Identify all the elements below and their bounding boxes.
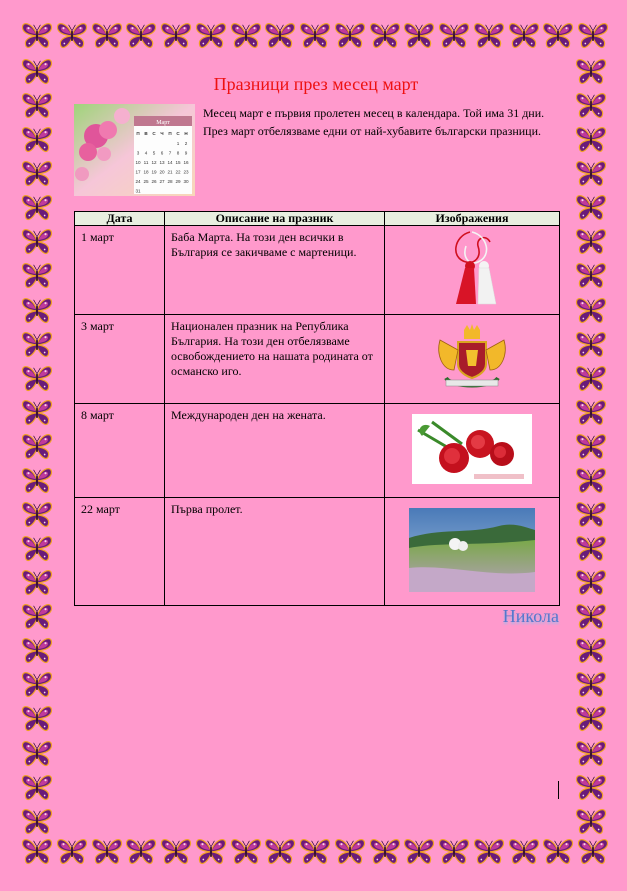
butterfly-icon	[541, 836, 575, 866]
row-date: 3 март	[75, 315, 165, 404]
butterfly-icon	[574, 465, 608, 495]
calendar-day: 15	[175, 160, 181, 165]
butterfly-icon	[194, 20, 228, 50]
butterfly-icon	[574, 226, 608, 256]
spring-landscape-image	[385, 498, 560, 606]
butterfly-icon	[20, 601, 54, 631]
butterfly-icon	[20, 192, 54, 222]
calendar-day: 9	[184, 150, 188, 156]
butterfly-icon	[574, 772, 608, 802]
butterfly-icon	[20, 431, 54, 461]
coat-of-arms-image	[385, 315, 560, 404]
butterfly-icon	[368, 836, 402, 866]
butterfly-icon	[574, 635, 608, 665]
calendar-day: 26	[151, 179, 157, 184]
butterfly-icon	[20, 772, 54, 802]
calendar-weekday: Н	[184, 131, 188, 136]
butterfly-icon	[194, 836, 228, 866]
row-date: 22 март	[75, 498, 165, 606]
butterfly-icon	[541, 20, 575, 50]
calendar-day: 5	[152, 150, 156, 156]
calendar-day: 14	[167, 160, 173, 165]
row-description: Национален празник на Република България. На този ден отбелязваме освобождението на нашата родината от османско иго.	[165, 315, 385, 404]
calendar-weekday: П	[168, 131, 172, 136]
butterfly-icon	[20, 20, 54, 50]
butterfly-icon	[574, 124, 608, 154]
calendar-day: 27	[159, 179, 165, 184]
butterfly-icon	[20, 124, 54, 154]
butterfly-icon	[20, 90, 54, 120]
table-row	[75, 315, 560, 404]
butterfly-icon	[90, 836, 124, 866]
butterfly-icon	[20, 295, 54, 325]
butterfly-icon	[472, 836, 506, 866]
calendar-day: 4	[144, 150, 148, 156]
butterfly-icon	[20, 567, 54, 597]
table-row	[75, 226, 560, 315]
calendar-day: 31	[135, 188, 141, 194]
calendar-day: 17	[135, 169, 141, 175]
butterfly-icon	[124, 20, 158, 50]
calendar-day: 29	[175, 179, 181, 184]
calendar-day: 18	[143, 169, 149, 175]
calendar-day: 3	[136, 150, 140, 156]
butterfly-icon	[333, 20, 367, 50]
butterfly-icon	[576, 20, 610, 50]
calendar-day: 6	[160, 150, 164, 156]
calendar-weekday: П	[136, 131, 140, 136]
butterfly-icon	[159, 836, 193, 866]
row-description: Международен ден на жената.	[165, 404, 385, 498]
calendar-day: 11	[143, 160, 149, 165]
calendar-day: 8	[176, 150, 180, 156]
butterfly-icon	[574, 329, 608, 359]
butterfly-icon	[20, 397, 54, 427]
butterfly-icon	[574, 158, 608, 188]
butterfly-icon	[472, 20, 506, 50]
butterfly-icon	[20, 703, 54, 733]
calendar-day: 16	[183, 160, 189, 165]
butterfly-icon	[55, 836, 89, 866]
page-title: Празници през месец март	[213, 74, 419, 94]
row-date: 1 март	[75, 226, 165, 315]
butterfly-icon	[20, 738, 54, 768]
butterfly-icon	[402, 836, 436, 866]
butterfly-icon	[20, 533, 54, 563]
butterfly-border-top	[20, 20, 610, 56]
calendar-day: 13	[159, 160, 165, 165]
butterfly-icon	[574, 56, 608, 86]
butterfly-border-bottom	[20, 836, 610, 872]
red-roses-image	[385, 404, 560, 498]
table-header-row	[75, 212, 560, 226]
butterfly-icon	[437, 836, 471, 866]
butterfly-icon	[574, 703, 608, 733]
martenitsa-image	[385, 226, 560, 315]
row-description: Баба Марта. На този ден всички в България се закичваме с мартеници.	[165, 226, 385, 315]
butterfly-icon	[20, 56, 54, 86]
butterfly-icon	[20, 329, 54, 359]
butterfly-icon	[229, 20, 263, 50]
butterfly-icon	[124, 836, 158, 866]
calendar-weekday: С	[176, 131, 180, 136]
butterfly-icon	[159, 20, 193, 50]
header-description: Описание на празник	[165, 212, 385, 226]
header-date: Дата	[75, 212, 165, 226]
butterfly-icon	[263, 836, 297, 866]
calendar-day: 1	[176, 141, 180, 146]
calendar-weekday: Ч	[160, 131, 164, 136]
header-images: Изображения	[385, 212, 560, 226]
butterfly-icon	[298, 20, 332, 50]
butterfly-icon	[574, 499, 608, 529]
butterfly-icon	[55, 20, 89, 50]
butterfly-icon	[507, 836, 541, 866]
butterfly-icon	[574, 295, 608, 325]
butterfly-icon	[574, 669, 608, 699]
butterfly-border-left	[20, 56, 56, 836]
calendar-day: 24	[135, 179, 141, 184]
calendar-day: 30	[183, 179, 189, 184]
table-row	[75, 498, 560, 606]
butterfly-icon	[576, 836, 610, 866]
butterfly-icon	[437, 20, 471, 50]
calendar-day: 12	[151, 160, 157, 165]
holidays-table	[74, 211, 560, 606]
butterfly-icon	[90, 20, 124, 50]
butterfly-icon	[574, 260, 608, 290]
calendar-day: 20	[159, 169, 165, 175]
calendar-day: 25	[143, 179, 149, 184]
butterfly-icon	[574, 431, 608, 461]
butterfly-icon	[20, 158, 54, 188]
butterfly-icon	[20, 363, 54, 393]
butterfly-icon	[574, 397, 608, 427]
calendar-day: 23	[183, 169, 189, 175]
butterfly-icon	[20, 806, 54, 836]
calendar-month-label: Март	[156, 120, 170, 126]
text-cursor	[558, 781, 559, 799]
butterfly-icon	[402, 20, 436, 50]
intro-paragraph: Месец март е първия пролетен месец в календара. Той има 31 дни. През март отбелязваме едни от най-хубавите български празници.	[203, 106, 545, 138]
butterfly-icon	[20, 499, 54, 529]
calendar-day: 19	[151, 169, 157, 175]
butterfly-icon	[368, 20, 402, 50]
butterfly-icon	[574, 90, 608, 120]
butterfly-icon	[574, 601, 608, 631]
calendar-blossom-image	[74, 104, 195, 196]
calendar-weekday: С	[152, 131, 156, 136]
row-description: Първа пролет.	[165, 498, 385, 606]
butterfly-icon	[20, 836, 54, 866]
butterfly-icon	[574, 363, 608, 393]
author-signature: Никола	[502, 606, 559, 626]
calendar-day: 7	[168, 150, 172, 156]
butterfly-icon	[574, 806, 608, 836]
row-date: 8 март	[75, 404, 165, 498]
table-row	[75, 404, 560, 498]
calendar-day: 22	[175, 169, 181, 175]
calendar-weekday: В	[144, 131, 148, 136]
calendar-day: 2	[184, 141, 188, 146]
butterfly-icon	[298, 836, 332, 866]
butterfly-icon	[574, 533, 608, 563]
calendar-day: 28	[167, 179, 173, 184]
butterfly-icon	[263, 20, 297, 50]
butterfly-icon	[20, 260, 54, 290]
butterfly-icon	[574, 192, 608, 222]
butterfly-icon	[507, 20, 541, 50]
butterfly-icon	[20, 635, 54, 665]
butterfly-icon	[333, 836, 367, 866]
butterfly-icon	[574, 738, 608, 768]
butterfly-icon	[20, 669, 54, 699]
calendar-day: 10	[135, 160, 141, 165]
calendar-day: 21	[167, 169, 173, 175]
butterfly-border-right	[574, 56, 610, 836]
butterfly-icon	[20, 226, 54, 256]
butterfly-icon	[20, 465, 54, 495]
butterfly-icon	[574, 567, 608, 597]
butterfly-icon	[229, 836, 263, 866]
